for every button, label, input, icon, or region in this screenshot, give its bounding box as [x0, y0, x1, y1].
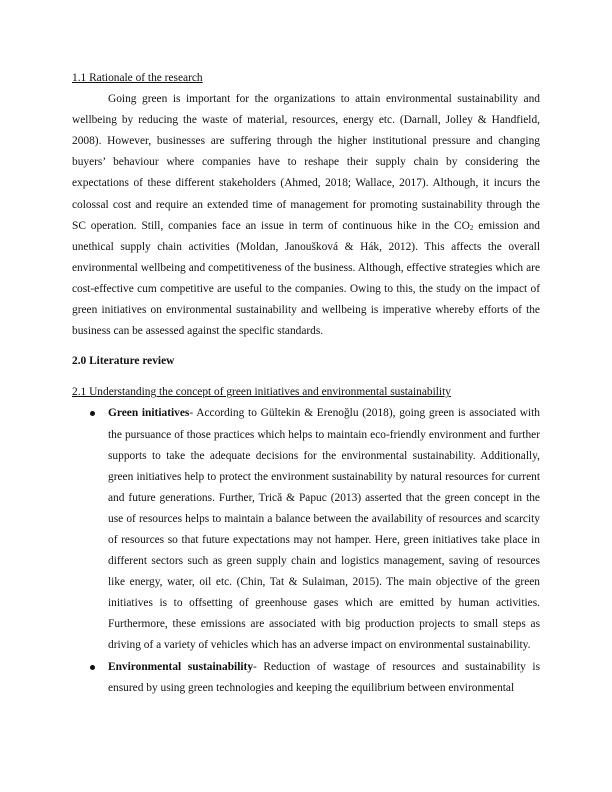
bullet-term: Green initiatives	[108, 407, 190, 420]
rationale-text-part1: Going green is important for the organizations to attain environmental sustainability and wellbeing by reducing the waste of material, resources, energy etc. (Darnall, Jolley & Handfield, 2008). However, businesses are suffering through the higher institutional pressure and changing buyers’ behaviour where companies have to reshape their supply chain by considering the expectations of these different stakeholders (Ahmed, 2018; Wallace, 2017). Although, it incurs the colossal cost and require an extended time of management for promoting sustainability through the SC operation. Still, companies face an issue in term of continuous hike in the CO	[72, 93, 540, 232]
bullet-icon	[90, 665, 95, 670]
bullet-icon	[90, 411, 95, 416]
co2-subscript: 2	[469, 223, 474, 232]
section-heading-rationale: 1.1 Rationale of the research	[72, 72, 203, 84]
bullet-list	[72, 403, 540, 698]
bullet-text: - Reduction of wastage of resources and sustainability is ensured by using green technologies and keeping the equilibrium between environmental	[108, 660, 540, 694]
document-page	[72, 68, 540, 699]
bullet-term: Environmental sustainability	[108, 660, 254, 673]
bullet-text: - According to Gültekin & Erenoğlu (2018), going green is associated with the pursuance of those practices which helps to maintain eco-friendly environment and further supports to take the adequate decisions for the environmental sustainability. Additionally, green initiatives help to protect the environment sustainability by natural resources for current and future generations. Further, Trică & Papuc (2013) asserted that the green concept in the use of resources helps to maintain a balance between the availability of resources and scarcity of resources so that future expectations may not hamper. Here, green initiatives take place in different sectors such as green supply chain and logistics management, saving of resources like energy, water, oil etc. (Chin, Tat & Sulaiman, 2015). The main objective of the green initiatives is to offsetting of greenhouse gases which are emitted by human activities. Furthermore, these emissions are associated with big production projects to small steps as driving of a variety of vehicles which has an adverse impact on environmental sustainability.	[108, 407, 540, 652]
subsection-heading-concept: 2.1 Understanding the concept of green initiatives and environmental sustainability	[72, 386, 451, 399]
rationale-text-part2: emission and unethical supply chain activities (Moldan, Janoušková & Hák, 2012). This affects the overall environmental wellbeing and competitiveness of the business. Although, effective strategies which are cost-effective cum competitive are useful to the companies. Owing to this, the study on the impact of green initiatives on environmental sustainability and wellbeing is imperative whereby efforts of the business can be assessed against the specific standards.	[72, 219, 540, 338]
bullet-item-environmental-sustainability	[72, 657, 540, 699]
section-heading-literature-review: 2.0 Literature review	[72, 355, 175, 368]
bullet-item-green-initiatives	[72, 403, 540, 656]
rationale-paragraph	[72, 89, 540, 342]
